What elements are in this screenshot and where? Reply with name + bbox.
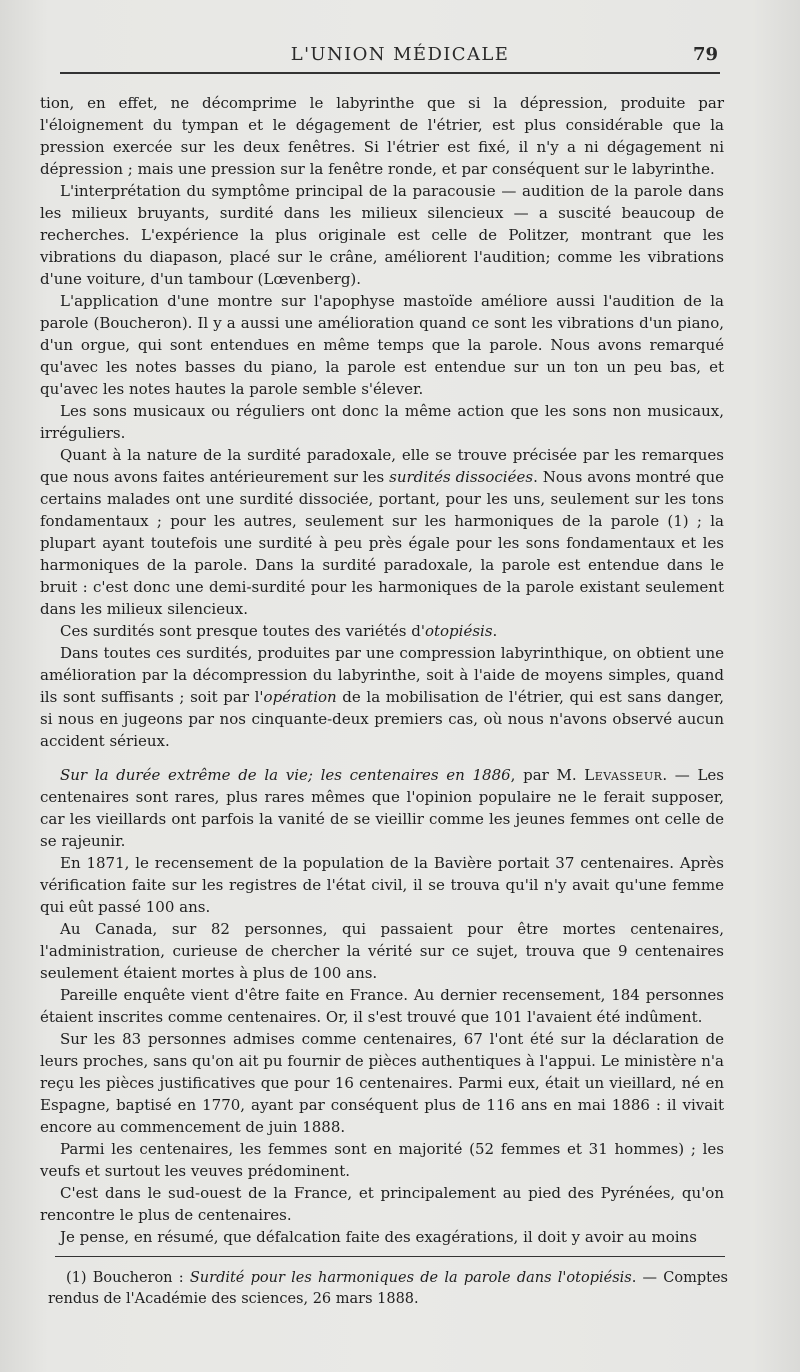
paragraph-interpretation: L'interprétation du symptôme principal de la paracousie — audition de la parole dans les milieux bruyants, surdité dans les milieux silencieux — a suscité beaucoup de recherches. L'expérience la plus originale est celle de Politzer, montrant que les vibrations du diapason, placé sur le crâne, améliorent l'audition; comme les vibrations d'une voiture, d'un tambour (Lœvenberg).	[40, 182, 724, 288]
paragraph-continuation: tion, en effet, ne décomprime le labyrinthe que si la dépression, produite par l'éloignement du tympan et le dégagement de l'étrier, est plus considérable que la pression exercée sur les deux fenêtres. Si l'étrier est fixé, il n'y a ni dégagement ni dépression ; mais une pression sur la fenêtre ronde, et par conséquent sur le labyrinthe.	[40, 94, 724, 178]
text-segment: . — Les centenaires sont rares, plus rares mêmes que l'opinion populaire ne le ferait supposer, car les vieillards ont parfois la vanité de se vieillir comme les jeunes femmes ont celle de se rajeunir.	[40, 766, 725, 850]
page-number: 79	[692, 44, 718, 65]
article-body	[40, 92, 724, 1248]
page-header	[0, 38, 800, 78]
paragraph-montre: L'application d'une montre sur l'apophyse mastoïde améliore aussi l'audition de la parole (Boucheron). Il y a aussi une amélioration quand ce sont les vibrations d'un piano, d'un orgue, qui sont entendues en même temps que la parole. Nous avons remarqué qu'avec les notes basses du piano, la parole est entendue sur un ton un peu bas, et qu'avec les notes hautes la parole semble s'élever.	[40, 292, 724, 398]
footnote-rule	[55, 1256, 725, 1257]
paragraph-surdite-paradoxale	[40, 444, 724, 620]
running-title: L'UNION MÉDICALE	[290, 44, 510, 65]
header-rule	[60, 72, 720, 74]
paragraph-centenaires-heading	[40, 764, 724, 852]
emphasis-text: Surdité pour les harmoniques de la parole dans l'otopiésis	[189, 1270, 632, 1286]
paragraph-france: Pareille enquête vient d'être faite en France. Au dernier recensement, 184 personnes étaient inscrites comme centenaires. Or, il s'est trouvé que 101 l'avaient été indûment.	[40, 986, 724, 1026]
text-segment: (1) Boucheron :	[66, 1270, 190, 1286]
footnote	[48, 1268, 728, 1310]
text-segment: .	[492, 622, 498, 640]
paragraph-resume: Je pense, en résumé, que défalcation faite des exagérations, il doit y avoir au moins	[60, 1228, 697, 1246]
paragraph-baviere: En 1871, le recensement de la population de la Bavière portait 37 centenaires. Après vérification faite sur les registres de l'état civil, il se trouva qu'il n'y avait qu'une femme qui eût passé 100 ans.	[40, 854, 724, 916]
paragraph-decompression	[40, 642, 724, 752]
emphasis-text: surdités dissociées	[389, 468, 534, 486]
text-segment: , par M.	[510, 766, 585, 784]
section-title: Sur la durée extrême de la vie; les centenaires en 1886	[60, 766, 511, 784]
text-segment: Quant à la nature de la surdité paradoxale, elle se trouve précisée par les remarques que nous avons faites antérieurement sur les	[40, 446, 724, 486]
emphasis-text: otopiésis	[424, 622, 493, 640]
text-segment: de la mobilisation de l'étrier, qui est sans danger, si nous en jugeons par nos cinquante-deux premiers cas, où nous n'avons observé aucun accident sérieux.	[40, 688, 724, 750]
paragraph-otopiesis	[40, 620, 724, 642]
emphasis-text: opération	[263, 688, 337, 706]
text-segment: . — Comptes rendus de l'Académie des sciences, 26 mars 1888.	[48, 1270, 728, 1307]
paragraph-sud-ouest: C'est dans le sud-ouest de la France, et principalement au pied des Pyrénées, qu'on rencontre le plus de centenaires.	[40, 1184, 724, 1224]
text-segment: Dans toutes ces surdités, produites par une compression labyrinthique, on obtient une amélioration par la décompression du labyrinthe, soit à l'aide de moyens simples, quand ils sont suffisants ; soit par l'	[40, 644, 724, 706]
footnote-text	[48, 1268, 728, 1310]
author-name: Levasseur	[584, 766, 663, 784]
paragraph-canada: Au Canada, sur 82 personnes, qui passaient pour être mortes centenaires, l'administration, curieuse de chercher la vérité sur ce sujet, trouva que 9 centenaires seulement étaient mortes à plus de 100 ans.	[40, 920, 724, 982]
paragraph-femmes: Parmi les centenaires, les femmes sont en majorité (52 femmes et 31 hommes) ; les veufs et surtout les veuves prédominent.	[40, 1140, 724, 1180]
text-segment: . Nous avons montré que certains malades ont une surdité dissociée, portant, pour les uns, seulement sur les tons fondamentaux ; pour les autres, seulement sur les harmoniques de la parole (1) ; la plupart ayant toutefois une surdité à peu près égale pour les sons fondamentaux et les harmoniques de la parole. Dans la surdité paradoxale, la parole est entendue dans le bruit : c'est donc une demi-surdité pour les harmoniques de la parole existant seulement dans les milieux silencieux.	[40, 468, 724, 618]
paragraph-sons-musicaux: Les sons musicaux ou réguliers ont donc la même action que les sons non musicaux, irréguliers.	[40, 402, 724, 442]
text-segment: Ces surdités sont presque toutes des variétés d'	[60, 622, 425, 640]
paragraph-83-personnes: Sur les 83 personnes admises comme centenaires, 67 l'ont été sur la déclaration de leurs proches, sans qu'on ait pu fournir de pièces authentiques à l'appui. Le ministère n'a reçu les pièces justificatives que pour 16 centenaires. Parmi eux, était un vieillard, né en Espagne, baptisé en 1770, ayant par conséquent plus de 116 ans en mai 1886 : il vivait encore au commencement de juin 1888.	[40, 1030, 724, 1136]
